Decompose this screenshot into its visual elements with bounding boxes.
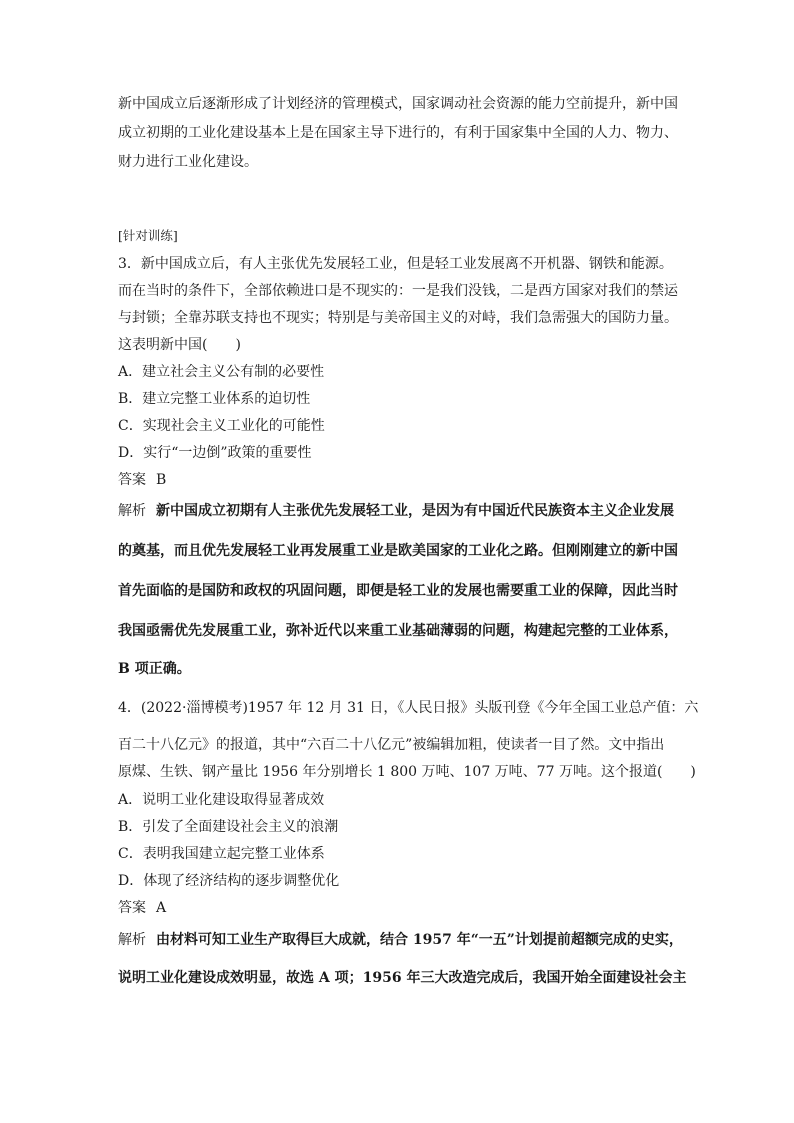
q4-analysis-line-2: 说明工业化建设成效明显，故选 A 项；1956 年三大改造完成后，我国开始全面建设社会主 — [118, 970, 687, 986]
q3-answer-value: B — [156, 472, 167, 488]
q3-analysis-text-1: 新中国成立初期有人主张优先发展轻工业，是因为有中国近代民族资本主义企业发展 — [156, 503, 674, 519]
q4-option-c: C．表明我国建立起完整工业体系 — [118, 846, 325, 862]
q4-stem-line-2: 百二十八亿元》的报道，其中“六百二十八亿元”被编辑加粗，使读者一目了然。文中指出 — [118, 737, 665, 753]
q3-analysis-line-4: 我国亟需优先发展重工业，弥补近代以来重工业基础薄弱的问题，构建起完整的工业体系， — [118, 623, 678, 639]
q3-option-d: D．实行“一边倒”政策的重要性 — [118, 445, 312, 461]
q4-analysis-label: 解析 — [118, 932, 146, 948]
intro-line-2: 成立初期的工业化建设基本上是在国家主导下进行的，有利于国家集中全国的人力、物力、 — [118, 125, 678, 141]
section-tag: [针对训练] — [118, 228, 178, 243]
q3-stem-line-2: 而在当时的条件下，全部依赖进口是不现实的：一是我们没钱，二是西方国家对我们的禁运 — [118, 283, 678, 299]
q3-stem-line-4: 这表明新中国( ) — [118, 337, 241, 353]
intro-line-3: 财力进行工业化建设。 — [118, 154, 258, 170]
q4-answer-value: A — [156, 900, 167, 916]
q4-stem-line-1: 4．(2022·淄博模考)1957 年 12 月 31 日，《人民日报》头版刊登《今年全国工业总产值：六 — [118, 700, 699, 716]
q3-analysis-line-5: B 项正确。 — [118, 661, 191, 677]
q3-answer — [118, 473, 166, 487]
q3-option-b: B．建立完整工业体系的迫切性 — [118, 391, 311, 407]
q4-stem-line-3: 原煤、生铁、钢产量比 1956 年分别增长 1 800 万吨、107 万吨、77 万吨。这个报道( ) — [118, 764, 696, 780]
q3-analysis-line-2: 的奠基，而且优先发展轻工业再发展重工业是欧美国家的工业化之路。但刚刚建立的新中国 — [118, 543, 678, 559]
q4-option-b: B．引发了全面建设社会主义的浪潮 — [118, 819, 339, 835]
q4-option-a: A．说明工业化建设取得显著成效 — [118, 792, 325, 808]
q3-stem-line-3: 与封锁；全靠苏联支持也不现实；特别是与美帝国主义的对峙，我们急需强大的国防力量。 — [118, 310, 678, 326]
q3-option-a: A．建立社会主义公有制的必要性 — [118, 364, 325, 380]
intro-line-1: 新中国成立后逐渐形成了计划经济的管理模式，国家调动社会资源的能力空前提升，新中国 — [118, 96, 678, 112]
q3-answer-label: 答案 — [118, 472, 146, 488]
q3-option-c: C．实现社会主义工业化的可能性 — [118, 418, 325, 434]
q3-analysis-line-3: 首先面临的是国防和政权的巩固问题，即便是轻工业的发展也需要重工业的保障，因此当时 — [118, 583, 678, 599]
q3-analysis-label: 解析 — [118, 503, 146, 519]
q4-answer — [118, 901, 166, 915]
q4-analysis-line-1 — [118, 933, 683, 947]
q4-option-d: D．体现了经济结构的逐步调整优化 — [118, 873, 340, 889]
q3-stem-line-1: 3．新中国成立后，有人主张优先发展轻工业，但是轻工业发展离不开机器、钢铁和能源。 — [118, 256, 673, 272]
q4-answer-label: 答案 — [118, 900, 146, 916]
q4-analysis-text-1: 由材料可知工业生产取得巨大成就，结合 1957 年“一五”计划提前超额完成的史实， — [156, 932, 683, 948]
q3-analysis-line-1 — [118, 504, 674, 518]
